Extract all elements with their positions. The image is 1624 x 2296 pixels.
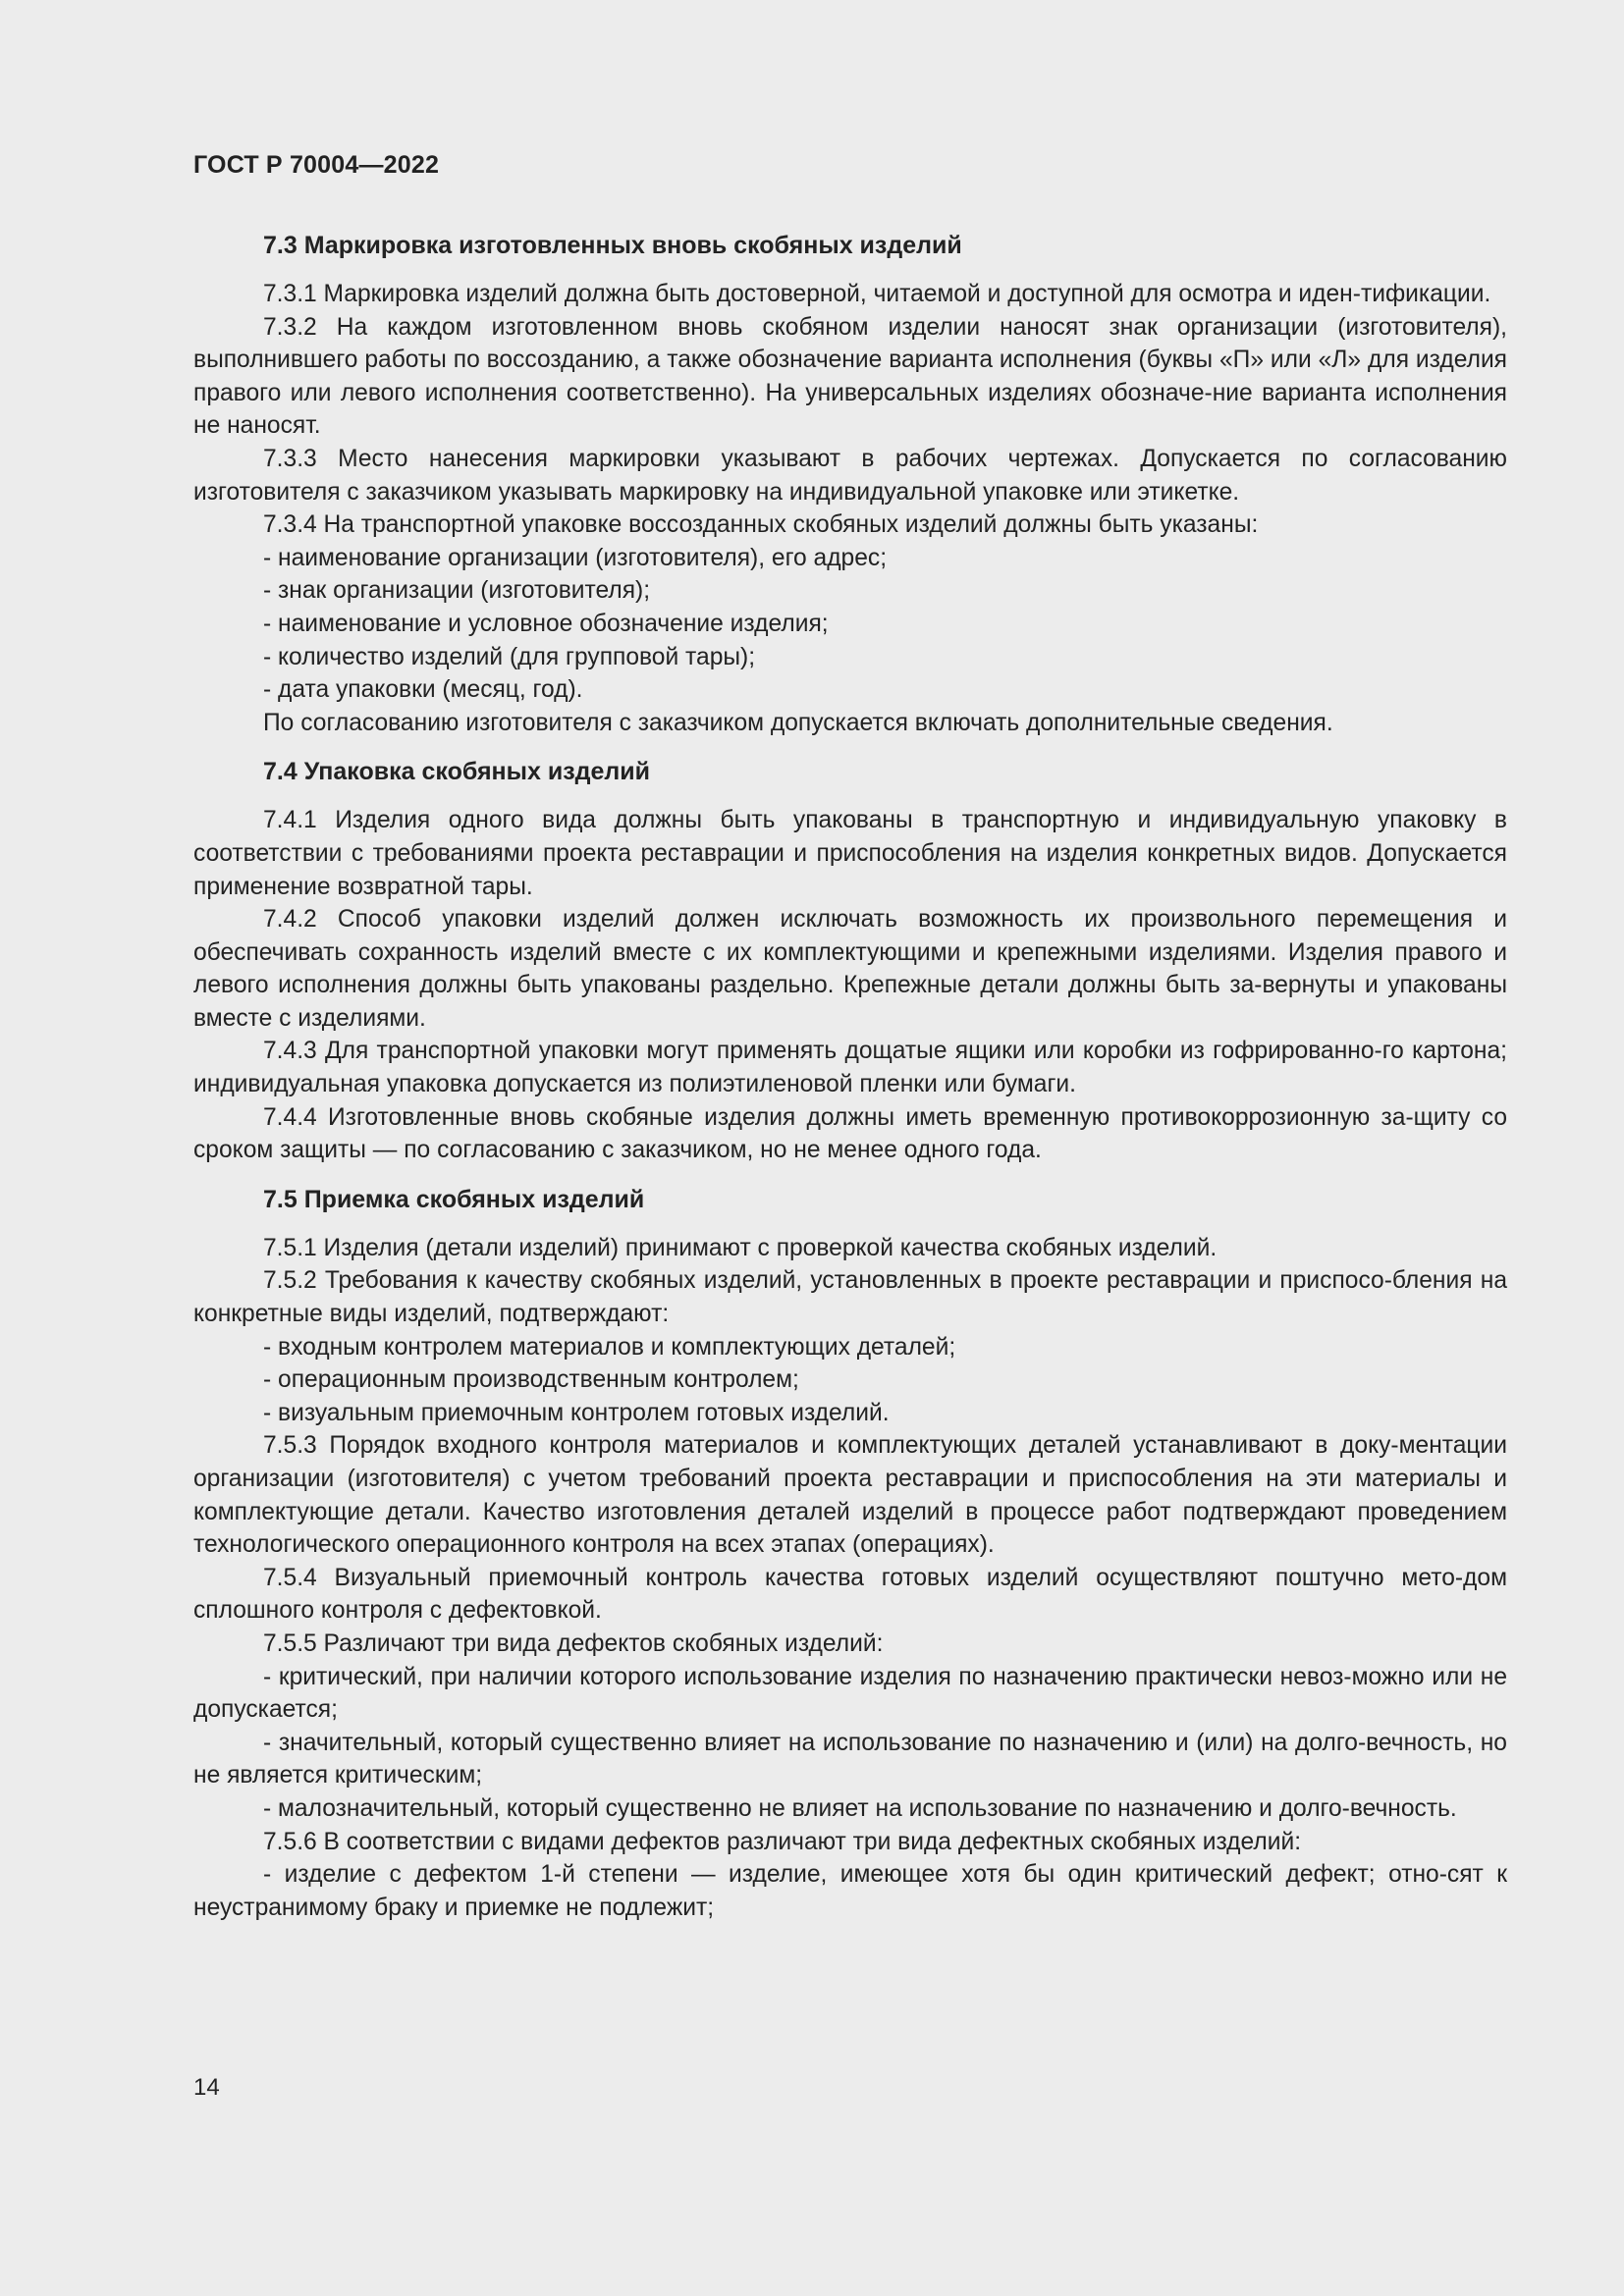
section-heading: 7.4 Упаковка скобяных изделий: [263, 758, 651, 786]
list-item: - визуальным приемочным контролем готовых изделий.: [263, 1399, 890, 1426]
list-item: - знак организации (изготовителя);: [263, 577, 651, 605]
paragraph: 7.5.2 Требования к качеству скобяных изделий, установленных в проекте реставрации и приспосо-бления на конкретные виды изделий, подтверждают:: [193, 1267, 1507, 1328]
paragraph: 7.3.3 Место нанесения маркировки указывают в рабочих чертежах. Допускается по согласованию изготовителя с заказчиком указывать маркировку на индивидуальной упаковке или этикетке.: [193, 445, 1507, 506]
section-7-4: [193, 755, 1507, 1167]
paragraph: 7.5.5 Различают три вида дефектов скобяных изделий:: [263, 1629, 884, 1657]
paragraph: 7.4.1 Изделия одного вида должны быть упакованы в транспортную и индивидуальную упаковку в соответствии с требованиями проекта реставрации и приспособления на изделия конкретных видов. Допускается применение возвратной тары.: [193, 807, 1507, 900]
paragraph: 7.4.2 Способ упаковки изделий должен исключать возможность их произвольного перемещения и обеспечивать сохранность изделий вместе с их комплектующими и крепежными изделиями. Изделия правого и левого исполнения должны быть упакованы раздельно. Крепежные детали должны быть за-вернуты и упакованы вместе с изделиями.: [193, 906, 1507, 1032]
list-item: - критический, при наличии которого использование изделия по назначению практически невоз-можно или не допускается;: [193, 1663, 1507, 1724]
paragraph: 7.3.1 Маркировка изделий должна быть достоверной, читаемой и доступной для осмотра и иден-тификации.: [263, 281, 1491, 307]
section-7-5: [193, 1183, 1507, 1924]
paragraph: 7.5.4 Визуальный приемочный контроль качества готовых изделий осуществляют поштучно мето-дом сплошного контроля с дефектовкой.: [193, 1564, 1507, 1625]
paragraph: 7.3.4 На транспортной упаковке воссозданных скобяных изделий должны быть указаны:: [263, 511, 1259, 539]
section-7-3: [193, 229, 1507, 739]
list-item: - операционным производственным контролем;: [263, 1366, 799, 1394]
list-item: - количество изделий (для групповой тары);: [263, 643, 756, 670]
document-title: ГОСТ Р 70004—2022: [193, 151, 440, 179]
list-item: - изделие с дефектом 1-й степени — изделие, имеющее хотя бы один критический дефект; отно-сят к неустранимому браку и приемке не подлежит;: [193, 1861, 1507, 1921]
list-item: - входным контролем материалов и комплектующих деталей;: [263, 1333, 956, 1361]
list-item: - наименование организации (изготовителя), его адрес;: [263, 544, 888, 571]
list-item: - малозначительный, который существенно не влияет на использование по назначению и долго-вечность.: [263, 1794, 1457, 1822]
paragraph: По согласованию изготовителя с заказчиком допускается включать дополнительные сведения.: [263, 709, 1333, 736]
paragraph: 7.4.3 Для транспортной упаковки могут применять дощатые ящики или коробки из гофрированно-го картона; индивидуальная упаковка допускается из полиэтиленовой пленки или бумаги.: [193, 1038, 1507, 1098]
section-heading: 7.3 Маркировка изготовленных вновь скобяных изделий: [263, 232, 962, 259]
list-item: - наименование и условное обозначение изделия;: [263, 610, 829, 637]
paragraph: 7.4.4 Изготовленные вновь скобяные изделия должны иметь временную противокоррозионную за-щиту со сроком защиты — по согласованию с заказчиком, но не менее одного года.: [193, 1103, 1507, 1164]
paragraph: 7.3.2 На каждом изготовленном вновь скобяном изделии наносят знак организации (изготовителя), выполнившего работы по воссозданию, а также обозначение варианта исполнения (буквы «П» или «Л» для изделия правого или левого исполнения соответственно). На универсальных изделиях обозначе-ние варианта исполнения не наносят.: [193, 313, 1507, 440]
section-heading: 7.5 Приемка скобяных изделий: [263, 1185, 645, 1213]
paragraph: 7.5.1 Изделия (детали изделий) принимают с проверкой качества скобяных изделий.: [263, 1234, 1218, 1261]
paragraph: 7.5.3 Порядок входного контроля материалов и комплектующих деталей устанавливают в доку-ментации организации (изготовителя) с учетом требований проекта реставрации и приспособления на эти материалы и комплектующие детали. Качество изготовления деталей изделий в процессе работ подтверждают проведением технологического операционного контроля на всех этапах (операциях).: [193, 1432, 1507, 1559]
list-item: - дата упаковки (месяц, год).: [263, 676, 583, 704]
paragraph: 7.5.6 В соответствии с видами дефектов различают три вида дефектных скобяных изделий:: [263, 1828, 1302, 1855]
page-number: 14: [193, 2074, 220, 2101]
list-item: - значительный, который существенно влияет на использование по назначению и (или) на долго-вечность, но не является критическим;: [193, 1729, 1507, 1789]
document-page: [193, 145, 1507, 1924]
